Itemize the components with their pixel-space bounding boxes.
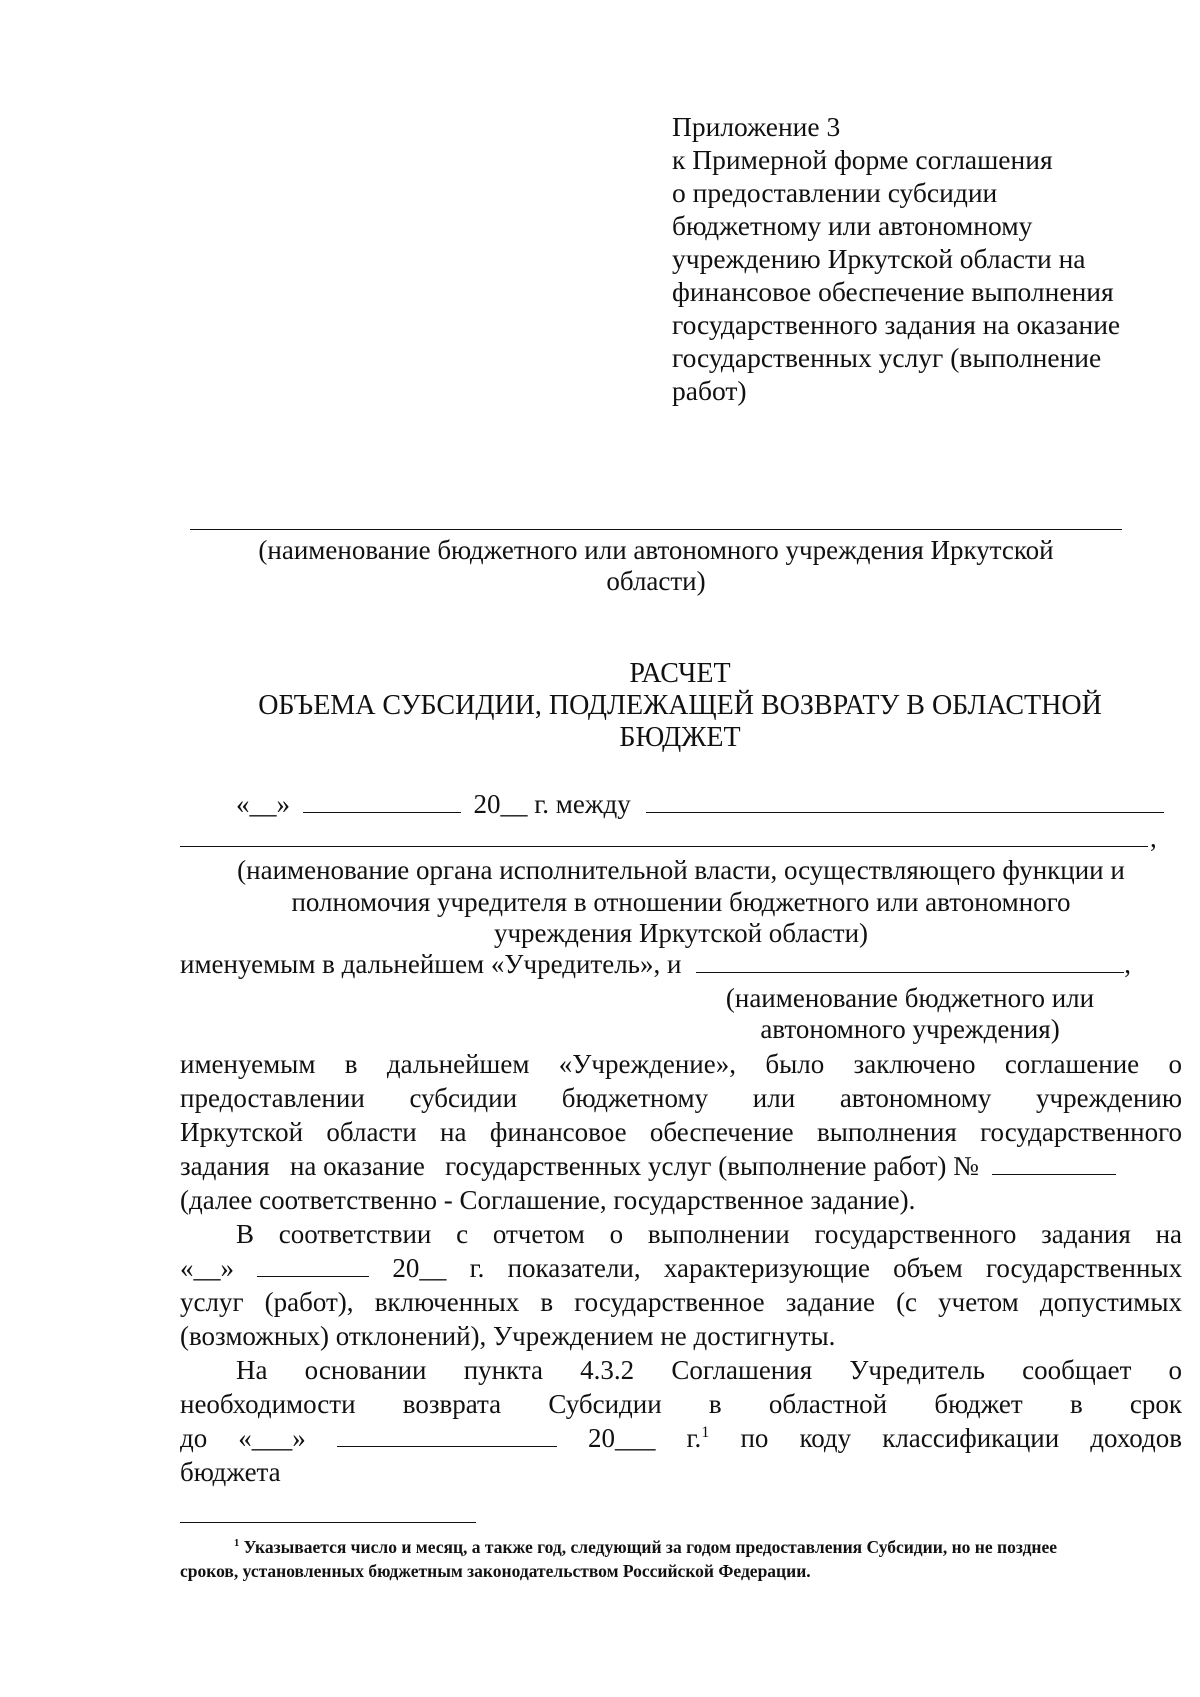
footnote: $^1$ Указывается число и месяц, а также год, следующий за годом предоставления Субсидии, но не позднее сроков, установленных бюджетным законодательством Российской Федерации. xyxy=(180,1537,1058,1581)
paragraph-2-line-1: В соответствии с отчетом о выполнении государственного задания на xyxy=(236,1219,1182,1249)
organ-name-blank xyxy=(646,788,1164,813)
appendix-line: государственных услуг (выполнение xyxy=(672,342,1102,373)
paragraph-2-line-3: услуг (работ), включенных в государственное задание (с учетом допустимых xyxy=(180,1287,1183,1317)
paragraph-1-line-3: Иркутской области на финансовое обеспечение выполнения государственного xyxy=(180,1117,1183,1147)
organ-comma: , xyxy=(1150,823,1157,853)
paragraph-3-line-2: необходимости возврата Субсидии в областной бюджет в срок xyxy=(180,1389,1183,1419)
institution-caption-line1: (наименование бюджетного или автономного учреждения Иркутской xyxy=(258,535,1054,565)
appendix-line: бюджетному или автономному xyxy=(672,210,1033,241)
document-title-line1: РАСЧЕТ xyxy=(629,658,731,689)
footnote-mark: 1 xyxy=(234,1538,240,1550)
appendix-line: о предоставлении субсидии xyxy=(672,177,998,208)
paragraph-2-line-2: «__» 20__ г. показатели, характеризующие объем государственных xyxy=(180,1253,1183,1283)
paragraph-1-line-2: предоставлении субсидии бюджетному или автономному учреждению xyxy=(180,1083,1183,1113)
appendix-line: работ) xyxy=(672,375,747,406)
organ-name-blank-2 xyxy=(180,846,1148,847)
appendix-line: учреждению Иркутской области на xyxy=(672,243,1086,274)
task-number-blank xyxy=(992,1150,1116,1175)
institution-caption-line2: области) xyxy=(606,566,706,596)
report-date-blank xyxy=(257,1252,369,1277)
organ-caption-line1: (наименование органа исполнительной власти, осуществляющего функции и xyxy=(237,855,1125,885)
appendix-line: государственного задания на оказание xyxy=(672,309,1121,340)
appendix-line: финансовое обеспечение выполнения xyxy=(672,276,1114,307)
institution-name-blank xyxy=(190,529,1122,530)
appendix-header xyxy=(672,110,1152,407)
founder-comma: , xyxy=(1124,949,1131,979)
date-day-quote: «__» xyxy=(236,789,290,819)
institution-caption2-line1: (наименование бюджетного или xyxy=(725,983,1095,1013)
footnote-ref: 1 xyxy=(701,1423,710,1441)
paragraph-3-line-1: На основании пункта 4.3.2 Соглашения Учредитель сообщает о xyxy=(236,1355,1183,1385)
return-date-blank xyxy=(337,1422,557,1447)
date-year-text: 20__ г. между xyxy=(473,789,631,819)
appendix-line: Приложение 3 xyxy=(672,111,841,142)
founder-text: именуемым в дальнейшем «Учредитель», и xyxy=(180,949,682,979)
organ-caption-line3: учреждения Иркутской области) xyxy=(493,918,869,948)
organ-caption-line2: полномочия учредителя в отношении бюджетного или автономного xyxy=(291,887,1071,917)
institution-name-blank-2 xyxy=(696,948,1124,973)
paragraph-3-line-4: бюджета xyxy=(180,1457,281,1487)
paragraph-2-line-4: (возможных) отклонений), Учреждением не достигнуты. xyxy=(180,1321,836,1351)
document-title-line2: ОБЪЕМА СУБСИДИИ, ПОДЛЕЖАЩЕЙ ВОЗВРАТУ В ОБЛАСТНОЙ xyxy=(258,690,1102,721)
founder-row xyxy=(180,948,1131,980)
paragraph-3-line-3: до «___» 20___ г.$^1$ по коду классификации доходов xyxy=(180,1423,1182,1453)
appendix-line: к Примерной форме соглашения xyxy=(672,144,1053,175)
agreement-date-row xyxy=(236,788,1164,820)
document-title-line3: БЮДЖЕТ xyxy=(619,722,741,753)
institution-caption2-line2: автономного учреждения) xyxy=(760,1014,1060,1044)
paragraph-1-line-4: задания на оказание государственных услуг (выполнение работ) № xyxy=(180,1150,1116,1182)
footnote-separator xyxy=(180,1522,476,1523)
paragraph-1-line-1: именуемым в дальнейшем «Учреждение», было заключено соглашение о xyxy=(180,1049,1182,1079)
date-month-blank xyxy=(303,788,461,813)
paragraph-1-line-5: (далее соответственно - Соглашение, государственное задание). xyxy=(180,1185,916,1215)
